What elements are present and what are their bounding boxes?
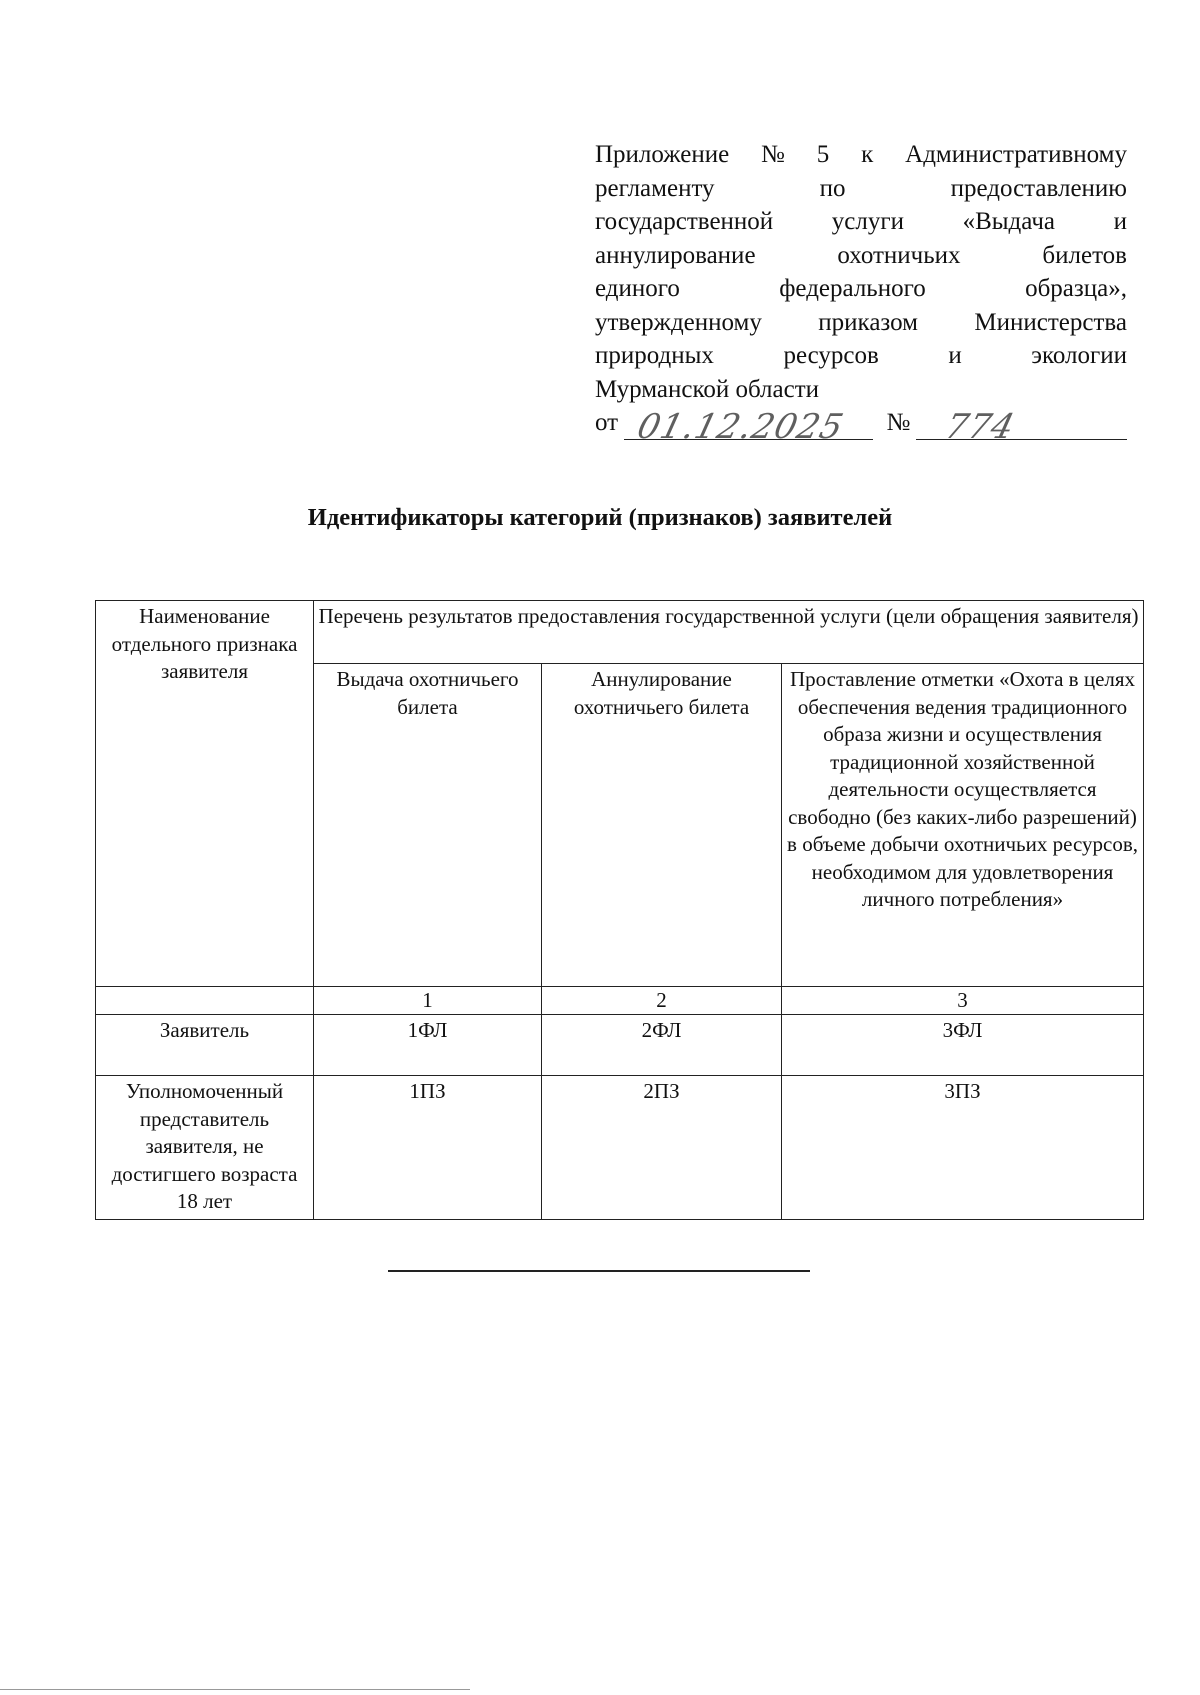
- row-label: Уполномоченный представитель заявителя, не достигшего возраста 18 лет: [96, 1076, 314, 1220]
- appendix-word: «Выдача: [962, 208, 1056, 235]
- identifier-cell: 1ФЛ: [314, 1015, 542, 1076]
- appendix-word: природных: [595, 342, 714, 369]
- appendix-word: федерального: [779, 275, 926, 302]
- appendix-last-line: Мурманской области: [595, 375, 820, 403]
- number-sign: №: [886, 409, 911, 436]
- appendix-word: и: [948, 342, 962, 369]
- appendix-word: Административному: [905, 141, 1127, 168]
- appendix-line: [595, 373, 1127, 407]
- appendix-block: [595, 138, 1127, 447]
- column-header-cancel: Аннулирование охотничьего билета: [542, 664, 782, 987]
- appendix-word: Приложение: [595, 141, 730, 168]
- empty-cell: [96, 987, 314, 1015]
- identifier-cell: 2ФЛ: [542, 1015, 782, 1076]
- appendix-word: утвержденному: [595, 308, 762, 336]
- appendix-word: регламенту: [595, 174, 715, 202]
- identifier-cell: 3ФЛ: [782, 1015, 1144, 1076]
- number-field: [916, 407, 1127, 447]
- identifiers-table: [95, 600, 1144, 1220]
- appendix-line: [595, 172, 1127, 206]
- corner-header-cell: Наименование отдельного признака заявителя: [96, 601, 314, 987]
- appendix-word: единого: [595, 275, 680, 302]
- appendix-word: по: [819, 174, 846, 202]
- handwritten-number: 774: [941, 407, 1020, 447]
- group-header-cell: Перечень результатов предоставления государственной услуги (цели обращения заявителя): [314, 601, 1144, 664]
- appendix-word: билетов: [1042, 241, 1127, 269]
- column-number: 2: [542, 987, 782, 1015]
- order-reference: [595, 406, 1127, 447]
- document-title: Идентификаторы категорий (признаков) заявителей: [307, 504, 893, 531]
- scan-edge-line: [0, 1689, 470, 1690]
- closing-divider: [388, 1270, 810, 1272]
- appendix-word: экологии: [1031, 342, 1127, 369]
- date-field: [624, 407, 872, 447]
- appendix-line: [595, 239, 1127, 273]
- appendix-word: ресурсов: [783, 342, 879, 369]
- appendix-word: №: [761, 141, 785, 168]
- appendix-word: предоставлению: [950, 174, 1127, 202]
- identifier-cell: 1ПЗ: [314, 1076, 542, 1220]
- appendix-line: [595, 205, 1127, 239]
- row-label: Заявитель: [96, 1015, 314, 1076]
- from-label: от: [595, 409, 619, 436]
- appendix-line: [595, 306, 1127, 340]
- column-header-mark: Проставление отметки «Охота в целях обеспечения ведения традиционного образа жизни и осуществления традиционной хозяйственной деятельности осуществляется свободно (без каких-либо разрешений) в объеме добычи охотничьих ресурсов, необходимом для удовлетворения личного потребления»: [782, 664, 1144, 987]
- appendix-word: 5: [816, 141, 830, 168]
- handwritten-date: 01.12.2025: [633, 407, 848, 447]
- table-row: [96, 1076, 1144, 1220]
- appendix-word: аннулирование: [595, 241, 756, 269]
- appendix-word: Министерства: [974, 308, 1127, 336]
- appendix-word: государственной: [595, 208, 774, 235]
- appendix-line: [595, 272, 1127, 306]
- appendix-word: приказом: [818, 308, 918, 336]
- appendix-word: образца»,: [1025, 275, 1127, 302]
- column-header-issue: Выдача охотничьего билета: [314, 664, 542, 987]
- appendix-line: [595, 339, 1127, 373]
- column-number: 3: [782, 987, 1144, 1015]
- appendix-line: [595, 138, 1127, 172]
- identifier-cell: 3ПЗ: [782, 1076, 1144, 1220]
- appendix-word: охотничьих: [837, 241, 961, 269]
- appendix-word: и: [1113, 208, 1127, 235]
- table-row: [96, 1015, 1144, 1076]
- appendix-word: услуги: [831, 208, 904, 235]
- table-header-row: [96, 601, 1144, 664]
- column-number: 1: [314, 987, 542, 1015]
- identifier-cell: 2ПЗ: [542, 1076, 782, 1220]
- column-number-row: [96, 987, 1144, 1015]
- appendix-word: к: [861, 141, 874, 168]
